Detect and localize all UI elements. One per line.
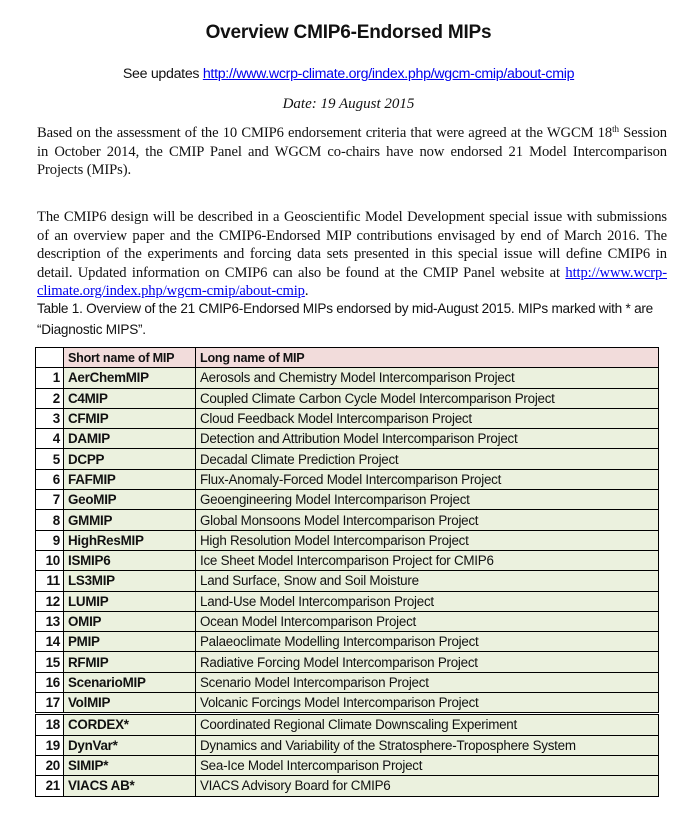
table-row xyxy=(36,611,659,631)
row-number: 4 xyxy=(36,429,64,449)
row-number: 8 xyxy=(36,510,64,530)
table-row xyxy=(36,735,659,755)
row-number: 7 xyxy=(36,490,64,510)
page-title: Overview CMIP6-Endorsed MIPs xyxy=(205,22,492,43)
row-number: 11 xyxy=(36,571,64,591)
row-short-name: CORDEX* xyxy=(64,714,196,735)
table-row xyxy=(36,652,659,672)
row-number: 19 xyxy=(36,735,64,755)
row-long-name: VIACS Advisory Board for CMIP6 xyxy=(196,776,659,796)
row-short-name: DynVar* xyxy=(64,735,196,755)
paragraph-assessment-text: Based on the assessment of the 10 CMIP6 endorsement criteria that were agreed at the WGCM 18 xyxy=(37,125,613,141)
row-short-name: PMIP xyxy=(64,632,196,652)
row-number: 13 xyxy=(36,611,64,631)
table-caption: Table 1. Overview of the 21 CMIP6-Endorsed MIPs endorsed by mid-August 2015. MIPs marked with * are “Diagnostic MIPS”. xyxy=(37,301,653,337)
table-row xyxy=(36,672,659,692)
row-long-name: Dynamics and Variability of the Stratosphere-Troposphere System xyxy=(196,735,659,755)
row-long-name: Volcanic Forcings Model Intercomparison Project xyxy=(196,693,659,714)
updates-link[interactable]: http://www.wcrp-climate.org/index.php/wgcm-cmip/about-cmip xyxy=(202,66,575,82)
row-number: 21 xyxy=(36,776,64,796)
row-long-name: Ocean Model Intercomparison Project xyxy=(196,611,659,631)
row-long-name: Flux-Anomaly-Forced Model Intercomparison Project xyxy=(196,469,659,489)
mips-table xyxy=(35,347,659,797)
row-number: 1 xyxy=(36,368,64,388)
header-long-name: Long name of MIP xyxy=(196,348,659,368)
cmip-panel-link[interactable]: http://www.wcrp-climate.org/index.php/wgcm-cmip/about-cmip xyxy=(37,264,667,299)
row-short-name: AerChemMIP xyxy=(64,368,196,388)
row-long-name: Coupled Climate Carbon Cycle Model Intercomparison Project xyxy=(196,388,659,408)
table-row xyxy=(36,449,659,469)
row-short-name: VIACS AB* xyxy=(64,776,196,796)
row-number: 14 xyxy=(36,632,64,652)
ordinal-superscript: th xyxy=(612,124,619,134)
row-long-name: Ice Sheet Model Intercomparison Project for CMIP6 xyxy=(196,550,659,570)
row-short-name: ScenarioMIP xyxy=(64,672,196,692)
header-number xyxy=(36,348,64,368)
row-short-name: GMMIP xyxy=(64,510,196,530)
row-number: 9 xyxy=(36,530,64,550)
table-header-row xyxy=(36,348,659,368)
table-row xyxy=(36,490,659,510)
row-short-name: SIMIP* xyxy=(64,755,196,775)
row-short-name: FAFMIP xyxy=(64,469,196,489)
row-long-name: Sea-Ice Model Intercomparison Project xyxy=(196,755,659,775)
row-long-name: Coordinated Regional Climate Downscaling Experiment xyxy=(196,714,659,735)
row-long-name: Land-Use Model Intercomparison Project xyxy=(196,591,659,611)
row-number: 3 xyxy=(36,408,64,428)
row-short-name: VolMIP xyxy=(64,693,196,714)
row-short-name: C4MIP xyxy=(64,388,196,408)
row-short-name: LUMIP xyxy=(64,591,196,611)
table-row xyxy=(36,510,659,530)
row-number: 6 xyxy=(36,469,64,489)
row-short-name: LS3MIP xyxy=(64,571,196,591)
table-row xyxy=(36,469,659,489)
table-row xyxy=(36,632,659,652)
table-row xyxy=(36,408,659,428)
row-short-name: ISMIP6 xyxy=(64,550,196,570)
updates-prefix: See updates xyxy=(122,66,203,82)
paragraph-design-text: The CMIP6 design will be described in a Geoscientific Model Development special issue with submissions of an overview paper and the CMIP6-Endorsed MIP contributions envisaged by end of March 2016. The description of the experiments and forcing data sets presented in this special issue will define CMIP6 in detail. Updated information on CMIP6 can also be found at the CMIP Panel website at xyxy=(37,209,667,281)
header-short-name: Short name of MIP xyxy=(64,348,196,368)
table-row xyxy=(36,776,659,796)
row-number: 15 xyxy=(36,652,64,672)
row-long-name: Geoengineering Model Intercomparison Project xyxy=(196,490,659,510)
document-date: Date: 19 August 2015 xyxy=(282,96,415,112)
paragraph-design xyxy=(37,208,667,301)
row-long-name: Cloud Feedback Model Intercomparison Project xyxy=(196,408,659,428)
row-long-name: Land Surface, Snow and Soil Moisture xyxy=(196,571,659,591)
row-short-name: DAMIP xyxy=(64,429,196,449)
table-row xyxy=(36,368,659,388)
table-row xyxy=(36,693,659,714)
row-number: 17 xyxy=(36,693,64,714)
row-number: 2 xyxy=(36,388,64,408)
row-short-name: DCPP xyxy=(64,449,196,469)
row-long-name: Decadal Climate Prediction Project xyxy=(196,449,659,469)
table-row xyxy=(36,388,659,408)
paragraph-assessment xyxy=(37,124,667,180)
table-row xyxy=(36,429,659,449)
table-row xyxy=(36,550,659,570)
row-short-name: CFMIP xyxy=(64,408,196,428)
row-long-name: Palaeoclimate Modelling Intercomparison Project xyxy=(196,632,659,652)
row-number: 10 xyxy=(36,550,64,570)
row-number: 20 xyxy=(36,755,64,775)
table-row xyxy=(36,714,659,735)
paragraph-design-period: . xyxy=(304,283,309,299)
row-number: 12 xyxy=(36,591,64,611)
row-long-name: Global Monsoons Model Intercomparison Project xyxy=(196,510,659,530)
row-short-name: GeoMIP xyxy=(64,490,196,510)
table-body xyxy=(36,368,659,796)
row-long-name: Scenario Model Intercomparison Project xyxy=(196,672,659,692)
row-long-name: Radiative Forcing Model Intercomparison Project xyxy=(196,652,659,672)
row-number: 16 xyxy=(36,672,64,692)
row-long-name: Aerosols and Chemistry Model Intercomparison Project xyxy=(196,368,659,388)
paragraph-assessment-text-cont: Session in October 2014, the CMIP Panel and WGCM co-chairs have now endorsed 21 Model Intercomparison Projects (MIPs). xyxy=(37,125,667,178)
row-short-name: RFMIP xyxy=(64,652,196,672)
row-short-name: HighResMIP xyxy=(64,530,196,550)
table-row xyxy=(36,755,659,775)
updates-line xyxy=(0,66,697,82)
row-long-name: High Resolution Model Intercomparison Project xyxy=(196,530,659,550)
table-row xyxy=(36,591,659,611)
row-long-name: Detection and Attribution Model Intercomparison Project xyxy=(196,429,659,449)
table-row xyxy=(36,530,659,550)
row-number: 18 xyxy=(36,714,64,735)
row-short-name: OMIP xyxy=(64,611,196,631)
row-number: 5 xyxy=(36,449,64,469)
table-row xyxy=(36,571,659,591)
